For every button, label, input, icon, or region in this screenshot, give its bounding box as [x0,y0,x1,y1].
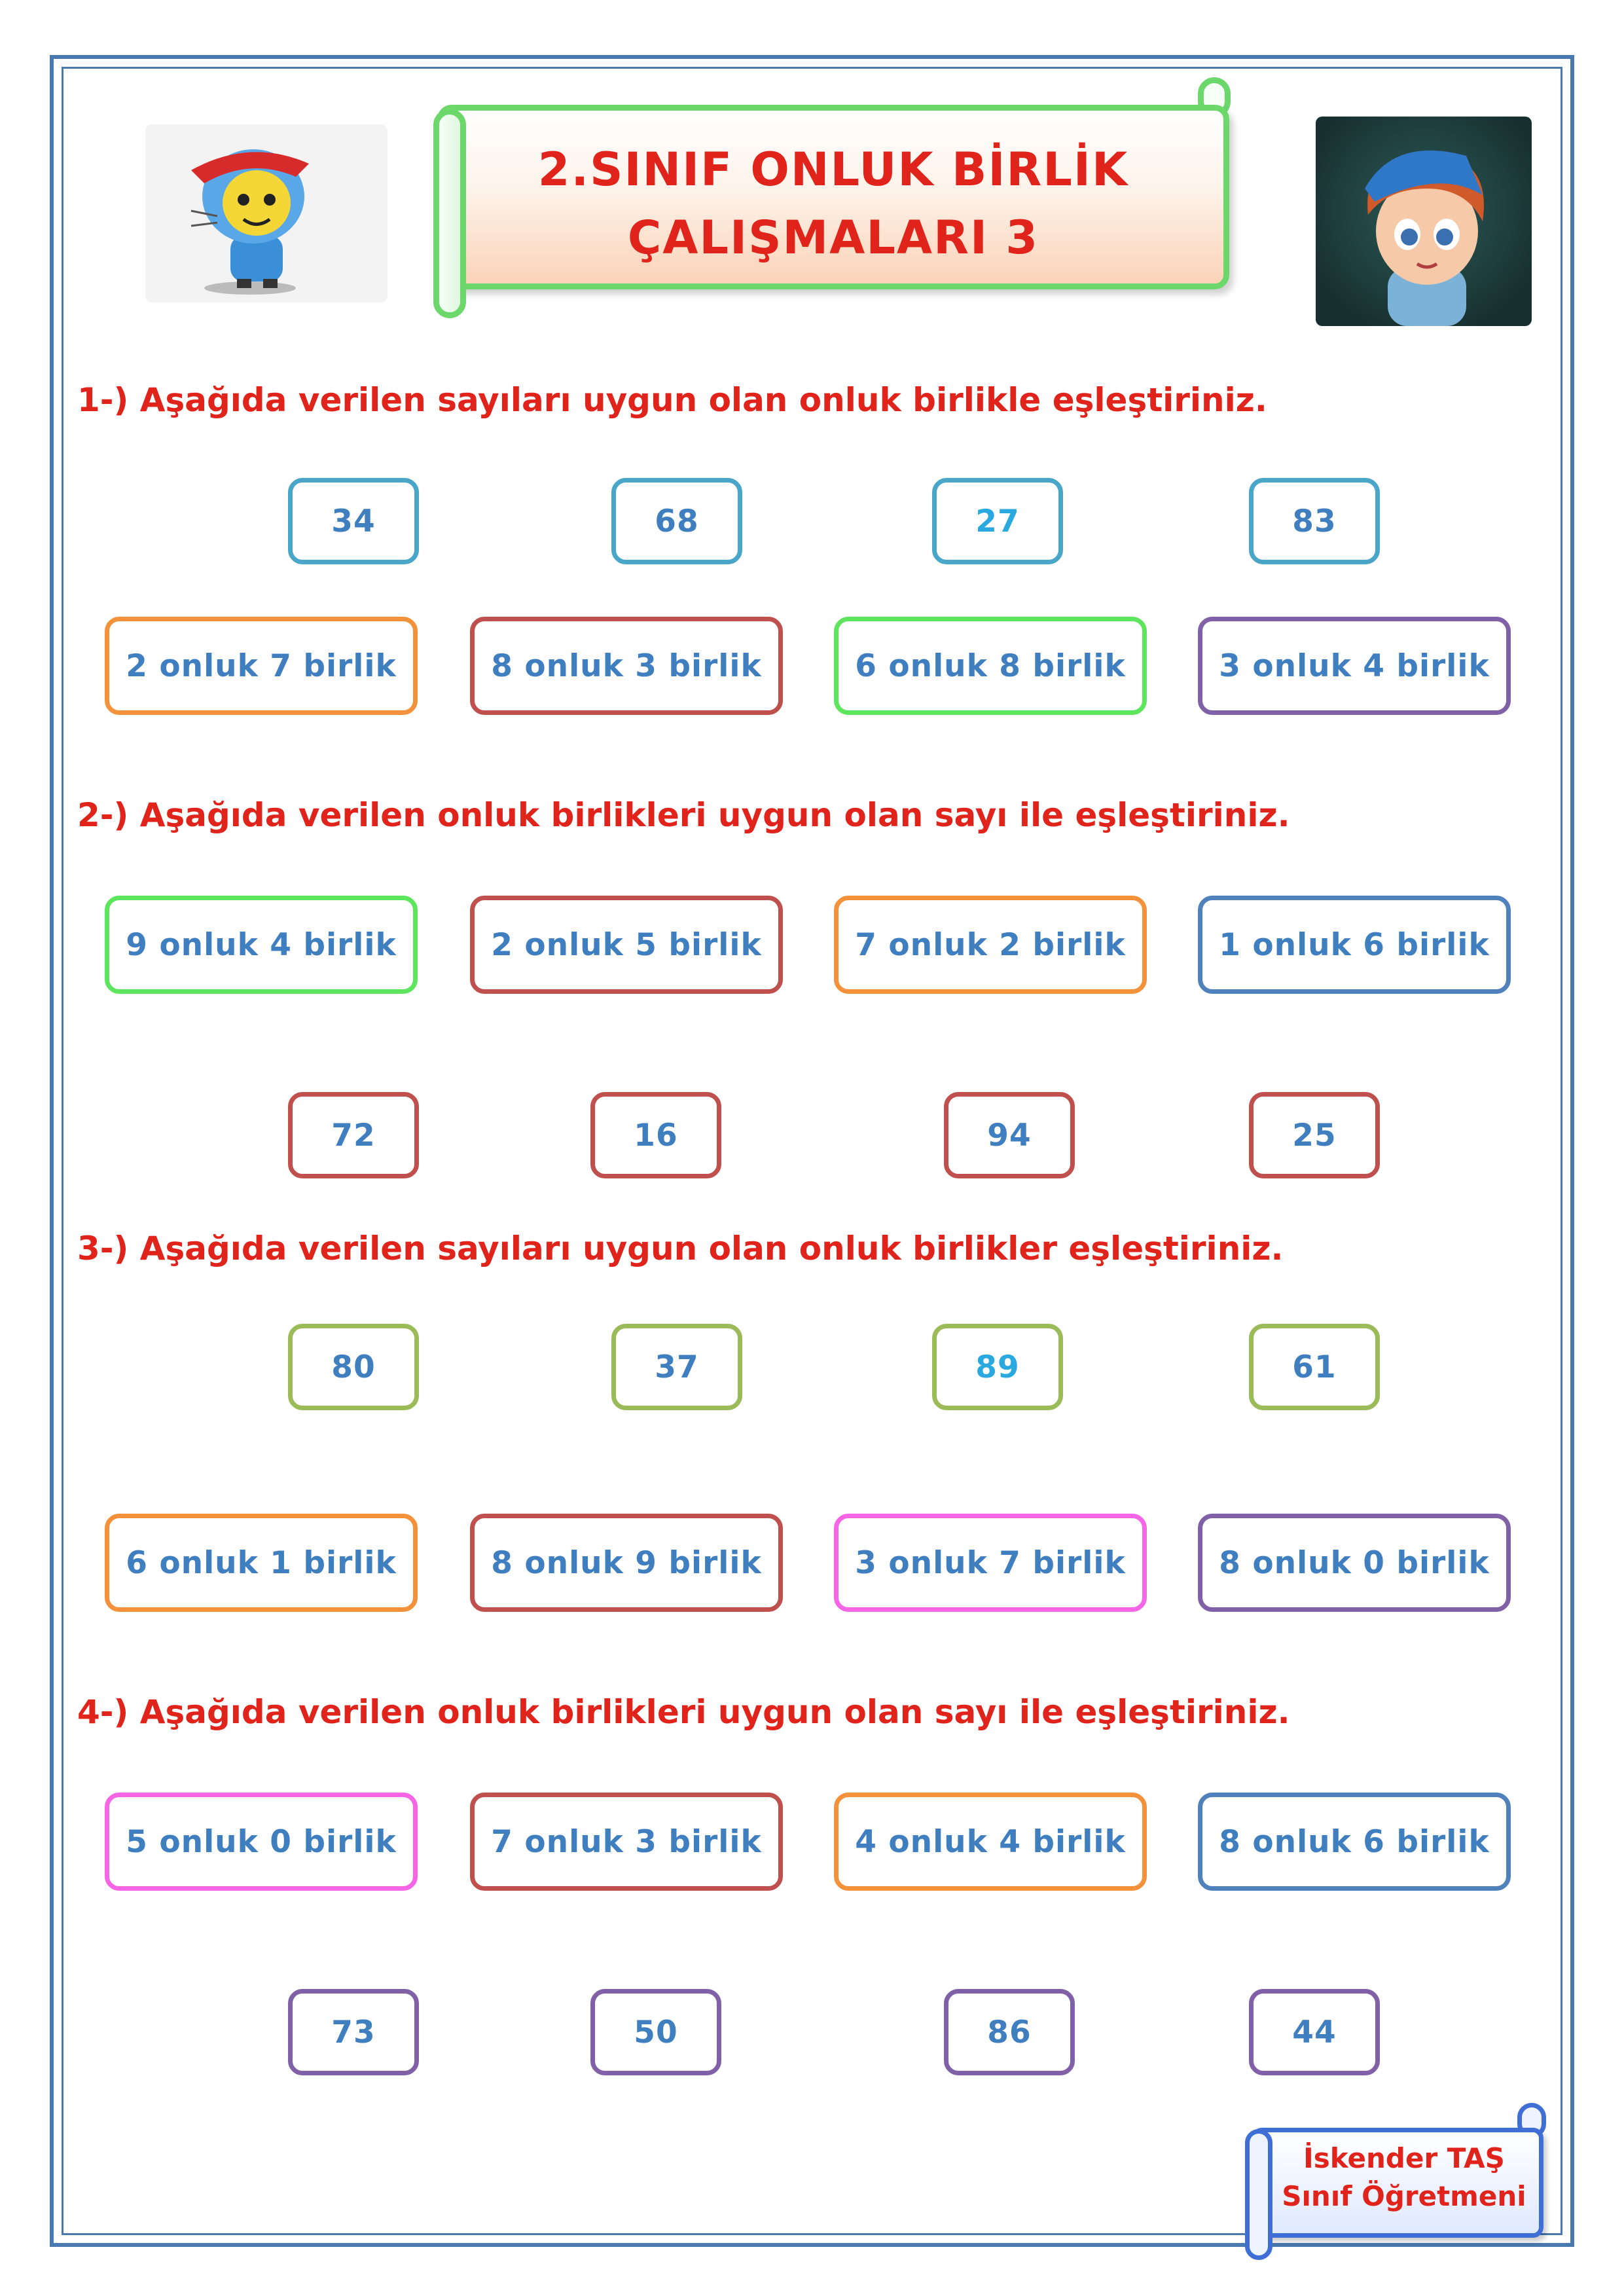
cartoon-girl-image [1316,117,1532,326]
q3-option-box[interactable]: 6 onluk 1 birlik [105,1514,418,1612]
q1-option-box[interactable]: 2 onluk 7 birlik [105,617,418,715]
q4-option-box[interactable]: 4 onluk 4 birlik [834,1793,1147,1891]
q2-number-box[interactable]: 16 [590,1092,721,1178]
q3-option-box[interactable]: 8 onluk 9 birlik [470,1514,783,1612]
question-1-prompt: 1-) Aşağıda verilen sayıları uygun olan onluk birlikle eşleştiriniz. [77,381,1267,419]
q3-number-box[interactable]: 80 [288,1324,419,1410]
q1-option-box[interactable]: 6 onluk 8 birlik [834,617,1147,715]
teacher-name: İskender TAŞ [1303,2142,1505,2174]
question-4-prompt: 4-) Aşağıda verilen onluk birlikleri uygun olan sayı ile eşleştiriniz. [77,1693,1290,1731]
cartoon-cat-image [145,124,388,302]
q4-option-box[interactable]: 7 onluk 3 birlik [470,1793,783,1891]
q1-option-box[interactable]: 3 onluk 4 birlik [1198,617,1511,715]
q1-option-box[interactable]: 8 onluk 3 birlik [470,617,783,715]
question-3-prompt: 3-) Aşağıda verilen sayıları uygun olan onluk birlikler eşleştiriniz. [77,1230,1284,1267]
q4-option-box[interactable]: 5 onluk 0 birlik [105,1793,418,1891]
q1-number-box[interactable]: 27 [932,478,1063,564]
q4-number-box[interactable]: 50 [590,1989,721,2075]
q1-number-box[interactable]: 34 [288,478,419,564]
page-title-line-2: ÇALIŞMALARI 3 [627,211,1039,264]
q3-number-box[interactable]: 61 [1249,1324,1380,1410]
q4-number-box[interactable]: 44 [1249,1989,1380,2075]
q2-option-box[interactable]: 9 onluk 4 birlik [105,896,418,994]
q1-number-box[interactable]: 68 [611,478,742,564]
q2-number-box[interactable]: 72 [288,1092,419,1178]
question-2-prompt: 2-) Aşağıda verilen onluk birlikleri uygun olan sayı ile eşleştiriniz. [77,796,1290,834]
q2-option-box[interactable]: 1 onluk 6 birlik [1198,896,1511,994]
q2-number-box[interactable]: 94 [944,1092,1075,1178]
q2-option-box[interactable]: 7 onluk 2 birlik [834,896,1147,994]
q2-option-box[interactable]: 2 onluk 5 birlik [470,896,783,994]
q4-number-box[interactable]: 73 [288,1989,419,2075]
q4-number-box[interactable]: 86 [944,1989,1075,2075]
q3-number-box[interactable]: 89 [932,1324,1063,1410]
teacher-role: Sınıf Öğretmeni [1282,2180,1526,2212]
teacher-scroll-roll-left [1245,2129,1272,2260]
page-title-line-1: 2.SINIF ONLUK BİRLİK [537,143,1129,196]
q1-number-box[interactable]: 83 [1249,478,1380,564]
q4-option-box[interactable]: 8 onluk 6 birlik [1198,1793,1511,1891]
q3-option-box[interactable]: 8 onluk 0 birlik [1198,1514,1511,1612]
q2-number-box[interactable]: 25 [1249,1092,1380,1178]
q3-option-box[interactable]: 3 onluk 7 birlik [834,1514,1147,1612]
q3-number-box[interactable]: 37 [611,1324,742,1410]
